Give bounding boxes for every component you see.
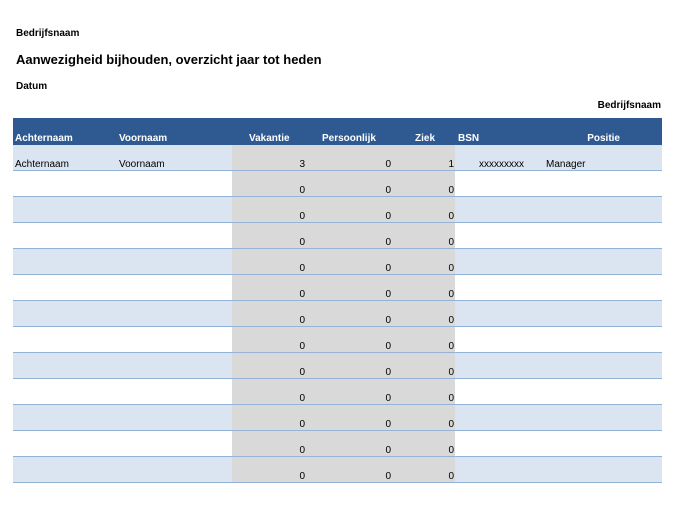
table-row <box>13 171 662 197</box>
cell-persoonlijk[interactable]: 0 <box>385 315 391 326</box>
table-row <box>13 223 662 249</box>
company-name-right: Bedrijfsnaam <box>597 100 661 111</box>
cell-vakantie[interactable]: 0 <box>299 211 305 222</box>
table-row <box>13 353 662 379</box>
table-row <box>13 301 662 327</box>
numeric-column-shading <box>232 145 455 171</box>
table-row <box>13 379 662 405</box>
cell-positie[interactable]: Manager <box>546 159 586 170</box>
table-row <box>13 405 662 431</box>
cell-persoonlijk[interactable]: 0 <box>385 445 391 456</box>
attendance-table <box>13 118 662 483</box>
cell-ziek[interactable]: 0 <box>448 289 454 300</box>
cell-achternaam[interactable]: Achternaam <box>15 159 69 170</box>
cell-vakantie[interactable]: 0 <box>299 185 305 196</box>
table-row <box>13 197 662 223</box>
cell-ziek[interactable]: 0 <box>448 471 454 482</box>
numeric-column-shading <box>232 431 455 457</box>
cell-ziek[interactable]: 0 <box>448 211 454 222</box>
numeric-column-shading <box>232 457 455 483</box>
cell-persoonlijk[interactable]: 0 <box>385 471 391 482</box>
cell-vakantie[interactable]: 0 <box>299 289 305 300</box>
cell-persoonlijk[interactable]: 0 <box>385 211 391 222</box>
cell-persoonlijk[interactable]: 0 <box>385 419 391 430</box>
cell-ziek[interactable]: 0 <box>448 419 454 430</box>
cell-vakantie[interactable]: 0 <box>299 263 305 274</box>
numeric-column-shading <box>232 301 455 327</box>
cell-voornaam[interactable]: Voornaam <box>119 159 165 170</box>
header-positie[interactable]: Positie <box>587 133 620 144</box>
cell-ziek[interactable]: 0 <box>448 185 454 196</box>
cell-persoonlijk[interactable]: 0 <box>385 393 391 404</box>
header-vakantie[interactable]: Vakantie <box>249 133 290 144</box>
cell-persoonlijk[interactable]: 0 <box>385 367 391 378</box>
table-row <box>13 327 662 353</box>
cell-persoonlijk[interactable]: 0 <box>385 237 391 248</box>
cell-persoonlijk[interactable]: 0 <box>385 341 391 352</box>
cell-ziek[interactable]: 0 <box>448 263 454 274</box>
header-persoonlijk[interactable]: Persoonlijk <box>322 133 376 144</box>
numeric-column-shading <box>232 171 455 197</box>
cell-ziek[interactable]: 0 <box>448 315 454 326</box>
header-bsn[interactable]: BSN <box>458 133 480 144</box>
cell-vakantie[interactable]: 0 <box>299 367 305 378</box>
table-row <box>13 249 662 275</box>
company-name-top: Bedrijfsnaam <box>16 28 80 39</box>
cell-vakantie[interactable]: 0 <box>299 315 305 326</box>
cell-ziek[interactable]: 1 <box>448 159 454 170</box>
numeric-column-shading <box>232 197 455 223</box>
cell-persoonlijk[interactable]: 0 <box>385 159 391 170</box>
table-row <box>13 431 662 457</box>
table-row <box>13 457 662 483</box>
cell-ziek[interactable]: 0 <box>448 445 454 456</box>
cell-vakantie[interactable]: 0 <box>299 445 305 456</box>
cell-persoonlijk[interactable]: 0 <box>385 289 391 300</box>
cell-ziek[interactable]: 0 <box>448 341 454 352</box>
header-voornaam[interactable]: Voornaam <box>119 133 168 144</box>
numeric-column-shading <box>232 379 455 405</box>
table-row <box>13 145 662 171</box>
cell-bsn[interactable]: xxxxxxxxx <box>479 159 524 170</box>
numeric-column-shading <box>232 327 455 353</box>
cell-vakantie[interactable]: 0 <box>299 341 305 352</box>
cell-vakantie[interactable]: 0 <box>299 237 305 248</box>
table-row <box>13 275 662 301</box>
cell-ziek[interactable]: 0 <box>448 237 454 248</box>
cell-ziek[interactable]: 0 <box>448 367 454 378</box>
numeric-column-shading <box>232 275 455 301</box>
cell-vakantie[interactable]: 3 <box>299 159 305 170</box>
page-title: Aanwezigheid bijhouden, overzicht jaar tot heden <box>16 52 322 67</box>
cell-vakantie[interactable]: 0 <box>299 471 305 482</box>
cell-persoonlijk[interactable]: 0 <box>385 263 391 274</box>
header-ziek[interactable]: Ziek <box>415 133 436 144</box>
numeric-column-shading <box>232 223 455 249</box>
cell-vakantie[interactable]: 0 <box>299 393 305 404</box>
table-header-row <box>13 118 662 145</box>
cell-persoonlijk[interactable]: 0 <box>385 185 391 196</box>
numeric-column-shading <box>232 353 455 379</box>
header-achternaam[interactable]: Achternaam <box>15 133 73 144</box>
cell-ziek[interactable]: 0 <box>448 393 454 404</box>
date-label: Datum <box>16 81 48 92</box>
numeric-column-shading <box>232 249 455 275</box>
cell-vakantie[interactable]: 0 <box>299 419 305 430</box>
numeric-column-shading <box>232 405 455 431</box>
